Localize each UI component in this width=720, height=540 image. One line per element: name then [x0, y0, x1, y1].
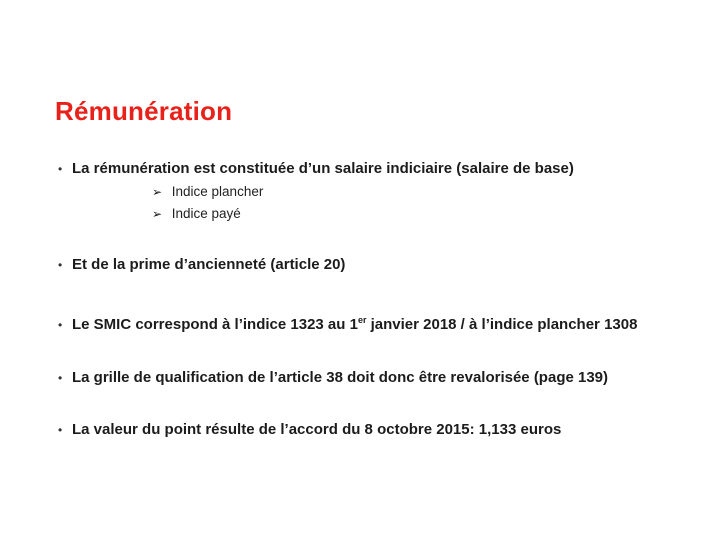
bullet-text: La rémunération est constituée d’un salaire indiciaire (salaire de base) — [72, 160, 574, 177]
bullet-grille-qualification — [58, 369, 608, 386]
bullet-text-pre: Le SMIC correspond à l’indice 1323 au 1 — [72, 316, 358, 333]
superscript-er: er — [357, 315, 367, 325]
sub-item-text: Indice plancher — [171, 184, 264, 199]
bullet-dot-icon: • — [58, 318, 63, 332]
bullet-dot-icon: • — [58, 371, 63, 385]
bullet-dot-icon: • — [58, 258, 63, 272]
bullet-dot-icon: • — [58, 162, 63, 176]
bullet-prime-anciennete — [58, 256, 345, 273]
sub-item-indice-paye — [152, 206, 241, 221]
bullet-text — [72, 316, 637, 333]
sub-item-text: Indice payé — [171, 206, 241, 221]
bullet-smic — [58, 316, 637, 333]
bullet-valeur-point — [58, 421, 561, 438]
bullet-text-post: janvier 2018 / à l’indice plancher 1308 — [366, 316, 638, 333]
bullet-salaire — [58, 160, 574, 177]
bullet-text: Et de la prime d’ancienneté (article 20) — [72, 256, 346, 273]
bullet-text: La grille de qualification de l’article 38 doit donc être revalorisée (page 139) — [72, 369, 609, 386]
bullet-text: La valeur du point résulte de l’accord du 8 octobre 2015: 1,133 euros — [72, 421, 562, 438]
bullet-dot-icon: • — [58, 423, 63, 437]
arrow-bullet-icon: ➢ — [152, 185, 163, 199]
arrow-bullet-icon: ➢ — [152, 207, 163, 221]
sub-item-indice-plancher — [152, 184, 263, 199]
slide-title: Rémunération — [55, 96, 233, 126]
